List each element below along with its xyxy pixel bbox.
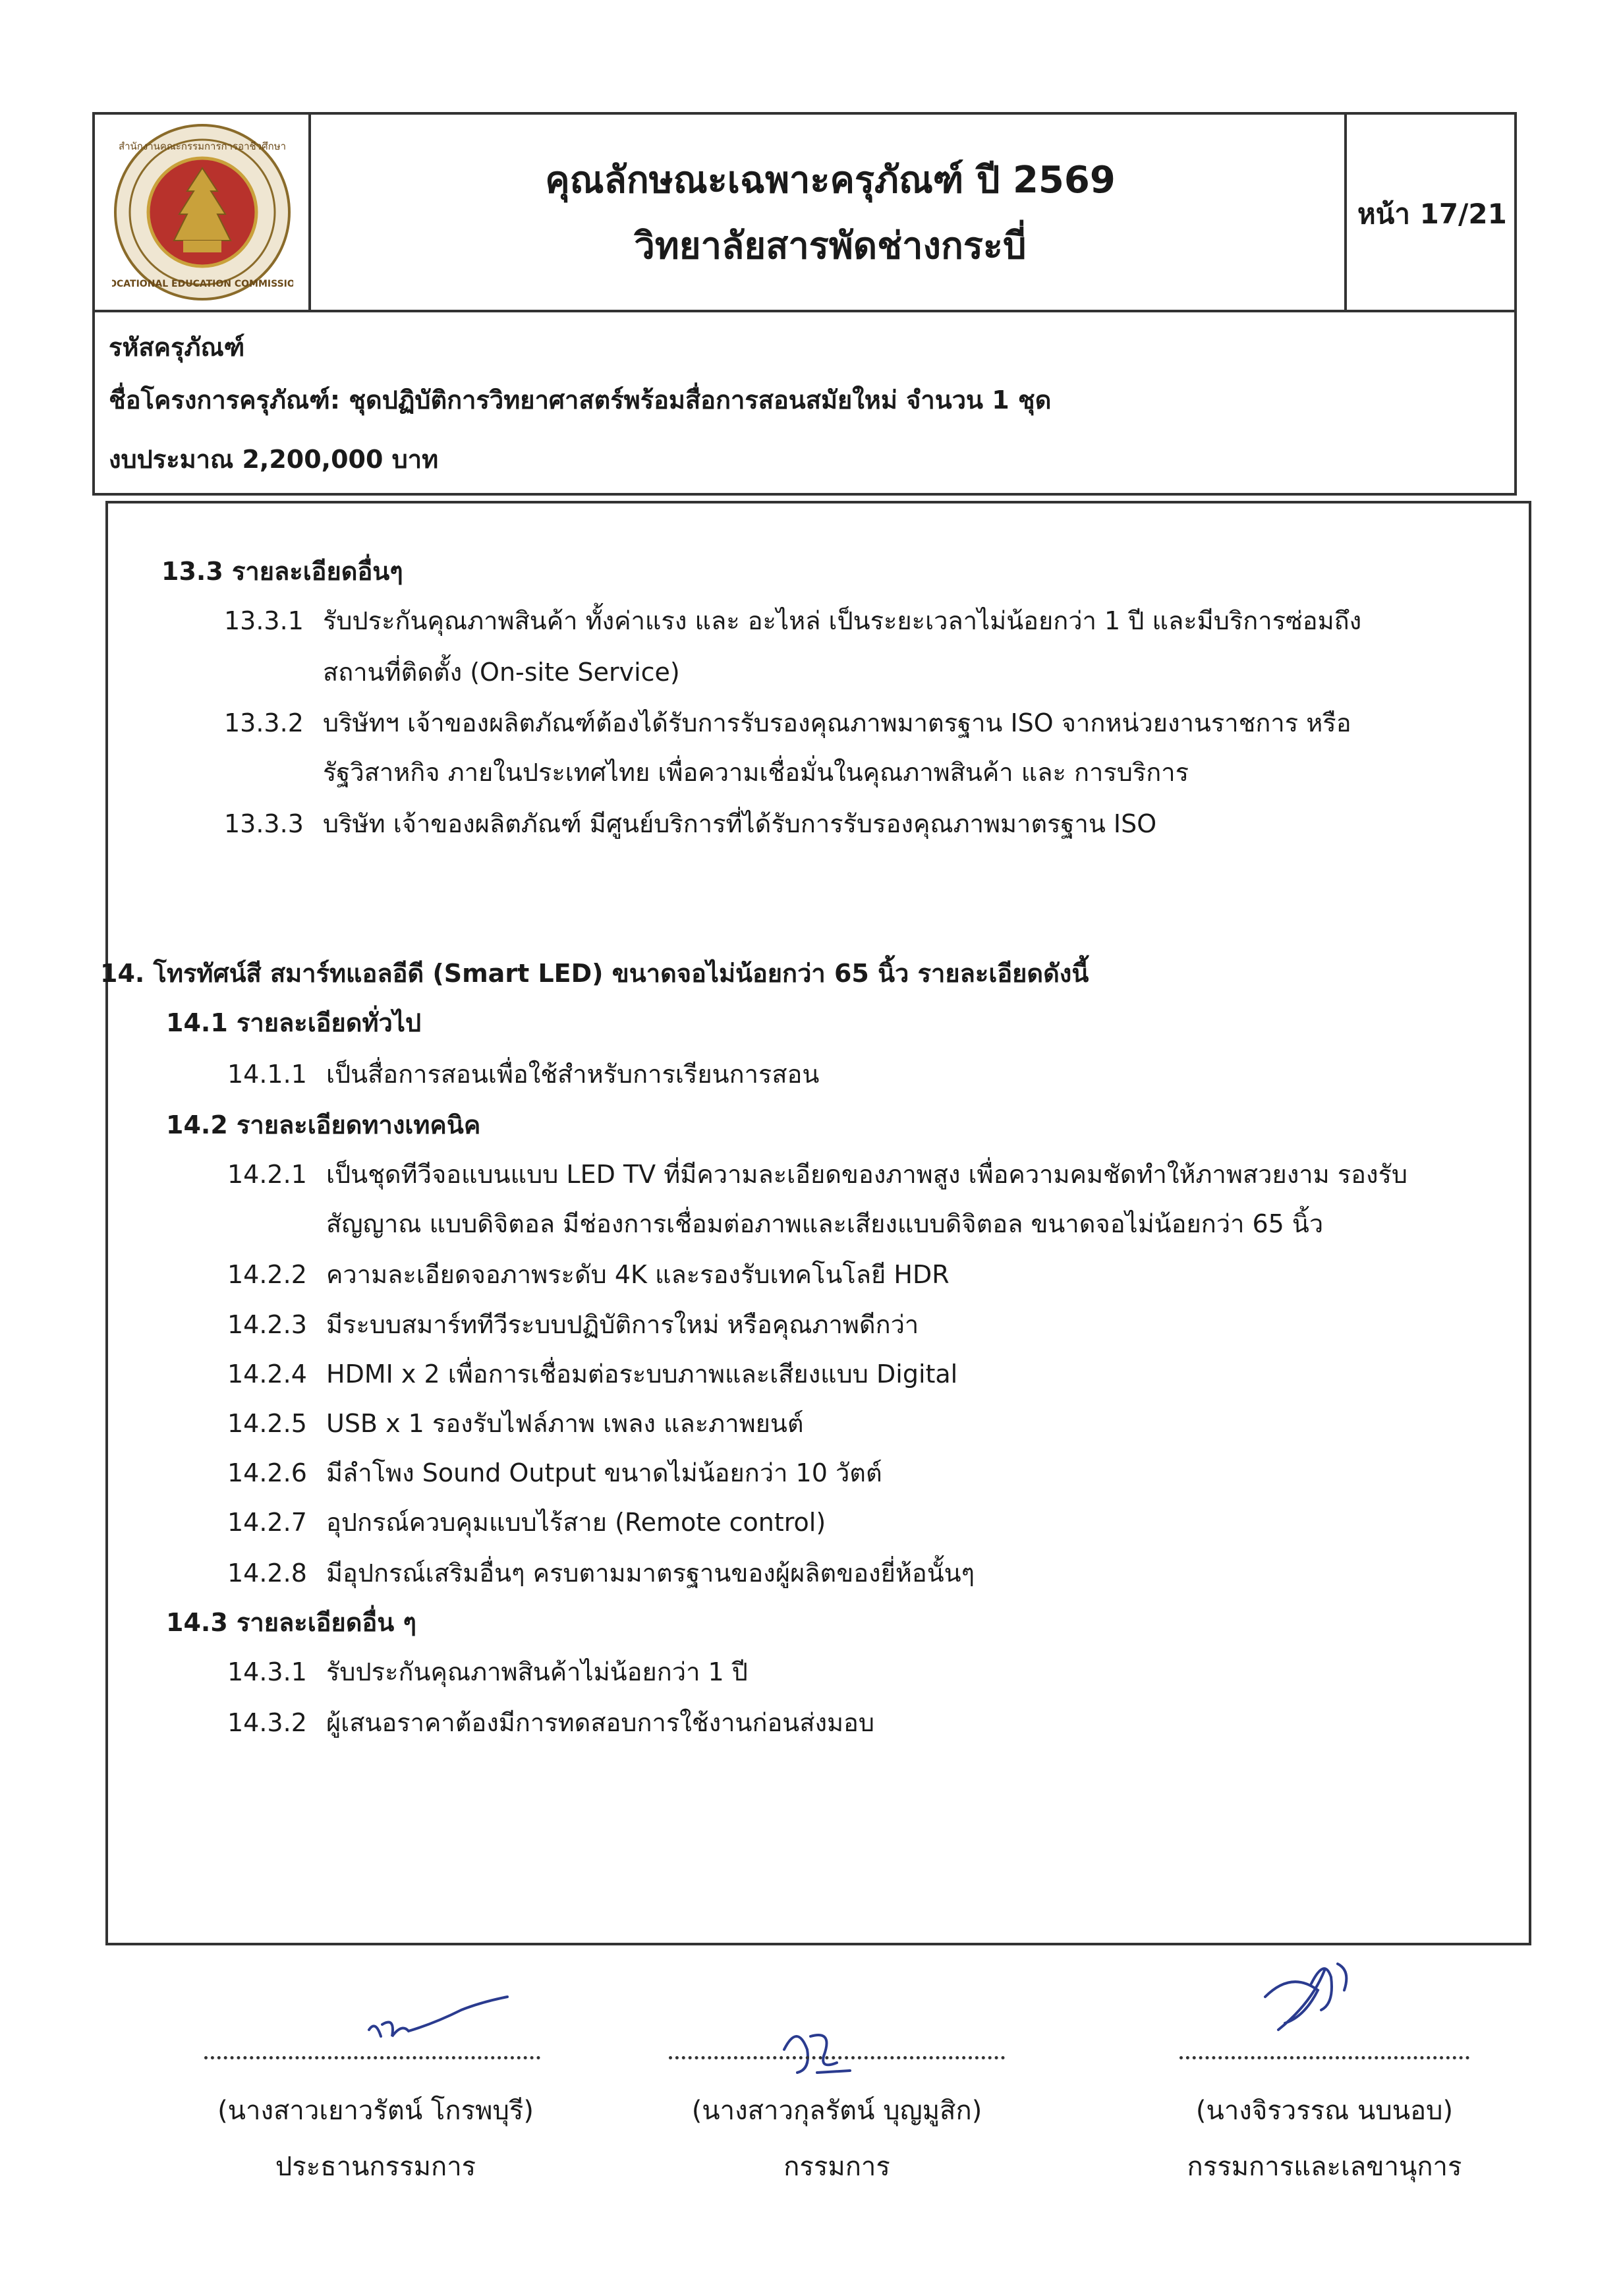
secretary-role: กรรมการและเลขานุการ [1187,2152,1462,2182]
section-14-heading: 14. โทรทัศน์สี สมาร์ทแอลอีดี (Smart LED) ขนาดจอไม่น้อยกว่า 65 นิ้ว รายละเอียดดังนี้ [100,959,1089,988]
item-14-2-5-number: 14.2.5 [227,1409,307,1438]
item-14-2-4-text: HDMI x 2 เพื่อการเชื่อมต่อระบบภาพและเสียงแบบ Digital [326,1360,958,1389]
signature-chair-handwriting [356,1984,527,2056]
signature-line-chair [204,2056,540,2059]
item-13-3-1-text: รับประกันคุณภาพสินค้า ทั้งค่าแรง และ อะไหล่ เป็นระยะเวลาไม่น้อยกว่า 1 ปี และมีบริการซ่อมถึง [323,606,1362,635]
document-title: คุณลักษณะเฉพาะครุภัณฑ์ ปี 2569 [545,159,1116,202]
item-14-3-2-number: 14.3.2 [227,1708,307,1737]
item-14-2-4-number: 14.2.4 [227,1360,307,1389]
item-14-2-1-number: 14.2.1 [227,1160,307,1189]
vocational-seal-logo [112,122,293,303]
item-14-2-2-text: ความละเอียดจอภาพระดับ 4K และรองรับเทคโนโลยี HDR [326,1260,950,1289]
item-14-2-3-number: 14.2.3 [227,1310,307,1339]
svg-text:VOCATIONAL EDUCATION COMMISSIO: VOCATIONAL EDUCATION COMMISSION [112,279,293,289]
page-number: หน้า 17/21 [1357,198,1507,230]
item-13-3-2-number: 13.3.2 [224,708,304,737]
item-14-2-7-text: อุปกรณ์ควบคุมแบบไร้สาย (Remote control) [326,1508,826,1537]
signature-member-handwriting [771,2010,863,2082]
member-role: กรรมการ [783,2152,890,2182]
item-13-3-1-text-cont: สถานที่ติดตั้ง (On-site Service) [323,658,680,687]
project-name: ชื่อโครงการครุภัณฑ์: ชุดปฏิบัติการวิทยาศาสตร์พร้อมสื่อการสอนสมัยใหม่ จำนวน 1 ชุด [109,386,1052,415]
item-14-3-2-text: ผู้เสนอราคาต้องมีการทดสอบการใช้งานก่อนส่งมอบ [326,1708,874,1737]
item-14-1-1-text: เป็นสื่อการสอนเพื่อใช้สำหรับการเรียนการสอน [326,1060,820,1089]
item-14-2-8-number: 14.2.8 [227,1559,307,1588]
chair-name: (นางสาวเยาวรัตน์ โกรพบุรี) [217,2096,534,2126]
budget: งบประมาณ 2,200,000 บาท [109,445,439,474]
section-14-1-heading: 14.1 รายละเอียดทั่วไป [166,1008,422,1037]
item-13-3-1-number: 13.3.1 [224,606,304,635]
item-14-2-7-number: 14.2.7 [227,1508,307,1537]
signature-line-member [669,2056,1005,2059]
item-14-1-1-number: 14.1.1 [227,1060,307,1089]
section-14-3-heading: 14.3 รายละเอียดอื่น ๆ [166,1608,416,1637]
item-14-3-1-text: รับประกันคุณภาพสินค้าไม่น้อยกว่า 1 ปี [326,1657,748,1686]
item-13-3-2-text-cont: รัฐวิสาหกิจ ภายในประเทศไทย เพื่อความเชื่อมั่นในคุณภาพสินค้า และ การบริการ [323,758,1189,787]
item-13-3-2-text: บริษัทฯ เจ้าของผลิตภัณฑ์ต้องได้รับการรับรองคุณภาพมาตรฐาน ISO จากหน่วยงานราชการ หรือ [323,708,1351,737]
equipment-code-label: รหัสครุภัณฑ์ [109,333,245,362]
item-14-2-3-text: มีระบบสมาร์ททีวีระบบปฏิบัติการใหม่ หรือคุณภาพดีกว่า [326,1310,919,1339]
item-14-2-5-text: USB x 1 รองรับไฟล์ภาพ เพลง และภาพยนต์ [326,1409,804,1438]
item-14-2-1-text: เป็นชุดทีวีจอแบนแบบ LED TV ที่มีความละเอียดของภาพสูง เพื่อความคมชัดทำให้ภาพสวยงาม รองรับ [326,1160,1408,1189]
item-14-2-6-number: 14.2.6 [227,1458,307,1487]
item-14-2-2-number: 14.2.2 [227,1260,307,1289]
item-14-3-1-number: 14.3.1 [227,1657,307,1686]
item-14-2-8-text: มีอุปกรณ์เสริมอื่นๆ ครบตามมาตรฐานของผู้ผลิตของยี่ห้อนั้นๆ [326,1559,975,1588]
signature-secretary-handwriting [1239,1944,1364,2043]
signature-line-secretary [1179,2056,1469,2059]
item-13-3-3-number: 13.3.3 [224,809,304,838]
item-13-3-3-text: บริษัท เจ้าของผลิตภัณฑ์ มีศูนย์บริการที่ได้รับการรับรองคุณภาพมาตรฐาน ISO [323,809,1157,838]
section-14-2-heading: 14.2 รายละเอียดทางเทคนิค [166,1110,481,1139]
svg-text:สำนักงานคณะกรรมการการอาชีวศึกษ: สำนักงานคณะกรรมการการอาชีวศึกษา [118,140,287,152]
section-13-3-heading: 13.3 รายละเอียดอื่นๆ [161,557,403,586]
item-14-2-6-text: มีลำโพง Sound Output ขนาดไม่น้อยกว่า 10 วัตต์ [326,1458,882,1487]
member-name: (นางสาวกุลรัตน์ บุญมูสิก) [691,2096,982,2126]
college-name: วิทยาลัยสารพัดช่างกระบี่ [634,225,1027,268]
item-14-2-1-text-cont: สัญญาณ แบบดิจิตอล มีช่องการเชื่อมต่อภาพและเสียงแบบดิจิตอล ขนาดจอไม่น้อยกว่า 65 นิ้ว [326,1209,1324,1238]
secretary-name: (นางจิรวรรณ นบนอบ) [1195,2096,1454,2126]
chair-role: ประธานกรรมการ [275,2152,476,2182]
